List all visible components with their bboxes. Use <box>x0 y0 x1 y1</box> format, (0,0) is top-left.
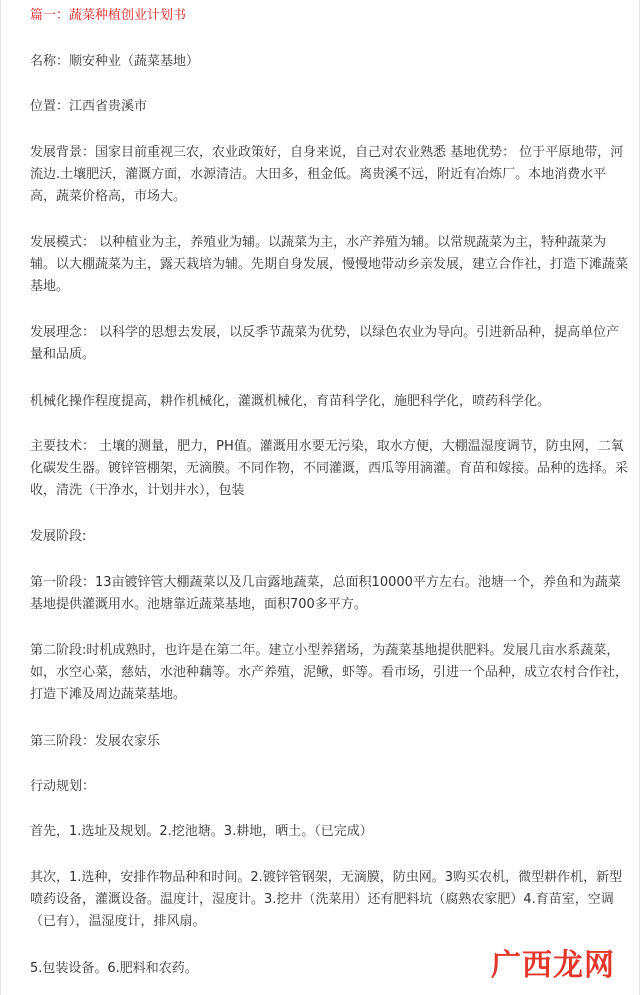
paragraph-action-first: 首先，1.选址及规划。2.挖池塘。3.耕地，晒土。（已完成） <box>30 824 373 839</box>
paragraph-stage-three: 第三阶段：发展农家乐 <box>30 734 161 749</box>
paragraph-action-third: 5.包装设备。6.肥料和农药。 <box>30 961 198 976</box>
paragraph-mechanization: 机械化操作程度提高，耕作机械化，灌溉机械化，育苗科学化，施肥科学化，喷药科学化。 <box>30 394 551 409</box>
watermark-logo: 广西龙网 <box>491 948 615 983</box>
paragraph-philosophy: 发展理念： 以科学的思想去发展，以反季节蔬菜为优势，以绿色农业为导向。引进新品种，提高单位产量和品质。 <box>30 325 620 362</box>
article-title: 篇一：蔬菜种植创业计划书 <box>30 8 187 23</box>
paragraph-action-second: 其次，1.选种，安排作物品种和时间。2.镀锌管钢架，无滴膜，防虫网。3购买农机，微型耕作机，新型喷药设备，灌溉设备。温度计，湿度计。3.挖井（洗菜用）还有肥料坑（腐熟农家肥）4.育苗室，空调（已有），温湿度计，排风扇。 <box>30 870 623 929</box>
paragraph-name: 名称：顺安种业（蔬菜基地） <box>30 54 200 69</box>
paragraph-stage-two: 第二阶段:时机成熟时，也许是在第二年。建立小型养猪场，为蔬菜基地提供肥料。发展几亩水系蔬菜，如，水空心菜，慈姑，水池种藕等。水产养殖，泥鳅，虾等。看市场，引进一个品种，成立农村合作社，打造下滩及周边蔬菜基地。 <box>30 643 629 702</box>
paragraph-background: 发展背景：国家目前重视三农，农业政策好，自身来说，自己对农业熟悉 基地优势： 位于平原地带，河流边.土壤肥沃，灌溉方面，水源清洁。大田多，租金低。离贵溪不远，附近有冶炼厂。本地消费水平高，蔬菜价格高，市场大。 <box>30 145 624 204</box>
paragraph-action-plan-heading: 行动规划： <box>30 779 96 794</box>
paragraph-main-technology: 主要技术： 土壤的测量，肥力，PH值。灌溉用水要无污染，取水方便，大棚温湿度调节，防虫网，二氧化碳发生器。镀锌管棚架，无滴膜。不同作物，不同灌溉，西瓜等用滴灌。育苗和嫁接。品种的选择。采收，清洗（干净水，计划井水），包装 <box>30 439 629 498</box>
paragraph-development-model: 发展模式： 以种植业为主，养殖业为辅。以蔬菜为主，水产养殖为辅。以常规蔬菜为主，特种蔬菜为辅。以大棚蔬菜为主，露天栽培为辅。先期自身发展，慢慢地带动乡亲发展，建立合作社，打造下滩蔬菜基地。 <box>30 235 629 294</box>
paragraph-stage-one: 第一阶段：13亩镀锌管大棚蔬菜以及几亩露地蔬菜，总面积10000平方左右。池塘一个，养鱼和为蔬菜基地提供灌溉用水。池塘靠近蔬菜基地，面积700多平方。 <box>30 575 621 612</box>
paragraph-location: 位置：江西省贵溪市 <box>30 99 148 114</box>
paragraph-development-stages-heading: 发展阶段: <box>30 529 87 544</box>
